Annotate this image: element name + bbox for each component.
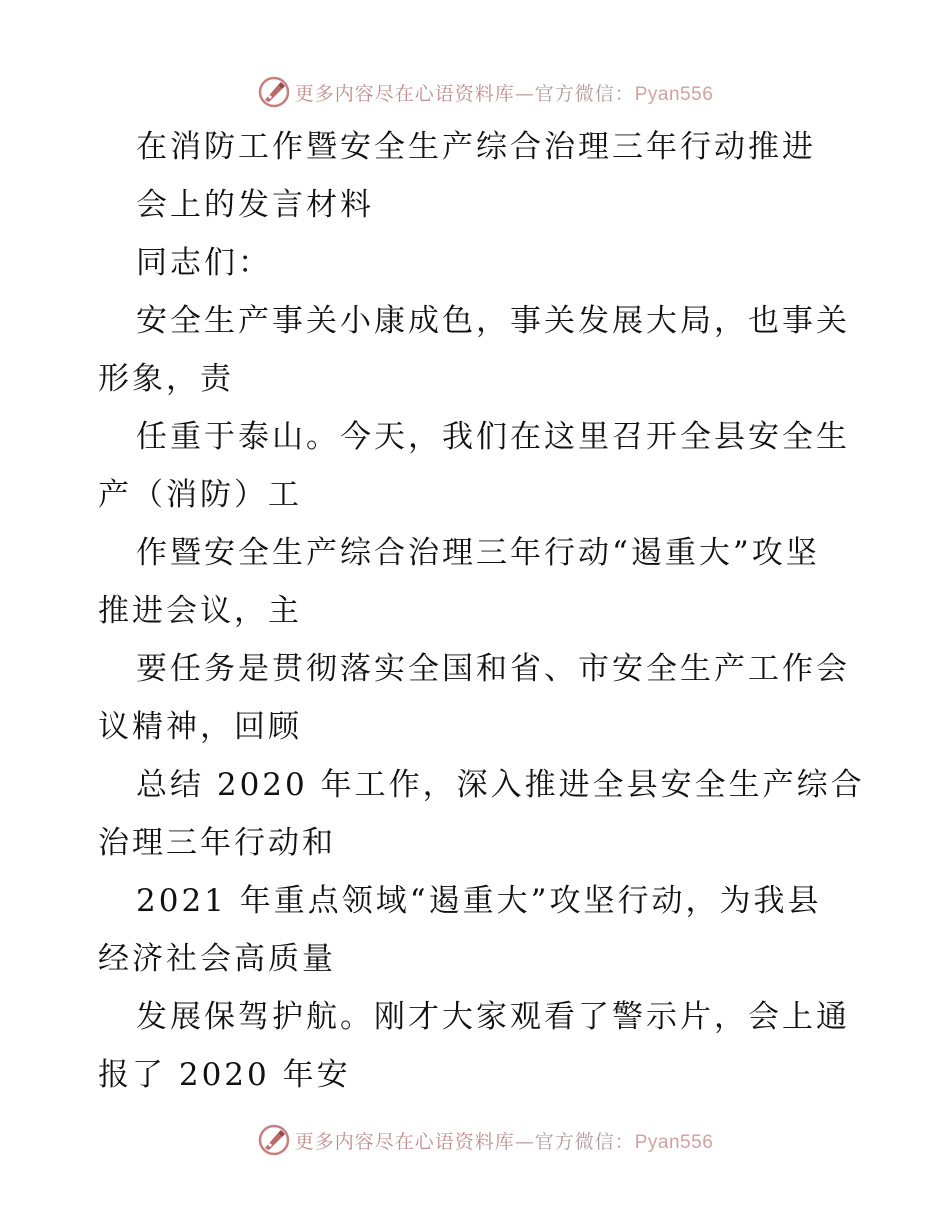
pen-nib-logo-icon bbox=[257, 1123, 291, 1157]
watermark-wechat-label: 官方微信： bbox=[534, 1130, 635, 1153]
document-line: 2021 年重点领域“遏重大”攻坚行动，为我县 bbox=[136, 883, 822, 919]
document-line: 产（消防）工 bbox=[98, 477, 302, 513]
document-line: 作暨安全生产综合治理三年行动“遏重大”攻坚 bbox=[136, 535, 820, 571]
footer-watermark bbox=[0, 1120, 950, 1160]
document-line: 要任务是贯彻落实全国和省、市安全生产工作会 bbox=[136, 651, 850, 687]
document-line: 在消防工作暨安全生产综合治理三年行动推进 bbox=[136, 129, 816, 165]
watermark-group bbox=[257, 75, 714, 109]
watermark-text bbox=[295, 1127, 714, 1154]
watermark-brand: 更多内容尽在心语资料库 bbox=[294, 1130, 515, 1153]
document-line: 推进会议，主 bbox=[98, 593, 302, 629]
watermark-group bbox=[257, 1123, 714, 1157]
document-body bbox=[98, 118, 868, 1104]
document-line: 治理三年行动和 bbox=[98, 825, 336, 861]
header-watermark bbox=[0, 72, 950, 112]
pen-nib-logo-icon bbox=[257, 75, 291, 109]
watermark-wechat-id: Pyan556 bbox=[634, 83, 714, 105]
watermark-wechat-id: Pyan556 bbox=[634, 1131, 714, 1153]
watermark-separator: — bbox=[514, 82, 535, 105]
watermark-brand: 更多内容尽在心语资料库 bbox=[294, 82, 515, 105]
document-line: 会上的发言材料 bbox=[136, 187, 374, 223]
document-line: 同志们： bbox=[136, 245, 272, 281]
watermark-separator: — bbox=[514, 1130, 535, 1153]
document-line: 形象，责 bbox=[98, 361, 234, 397]
document-line: 总结 2020 年工作，深入推进全县安全生产综合 bbox=[136, 767, 865, 803]
document-line: 安全生产事关小康成色，事关发展大局，也事关 bbox=[136, 303, 850, 339]
document-line: 报了 2020 年安 bbox=[98, 1057, 351, 1093]
document-line: 任重于泰山。今天，我们在这里召开全县安全生 bbox=[136, 419, 850, 455]
document-line: 经济社会高质量 bbox=[98, 941, 336, 977]
watermark-wechat-label: 官方微信： bbox=[534, 82, 635, 105]
document-line: 发展保驾护航。刚才大家观看了警示片，会上通 bbox=[136, 999, 850, 1035]
document-line: 议精神，回顾 bbox=[98, 709, 302, 745]
watermark-text bbox=[295, 79, 714, 106]
